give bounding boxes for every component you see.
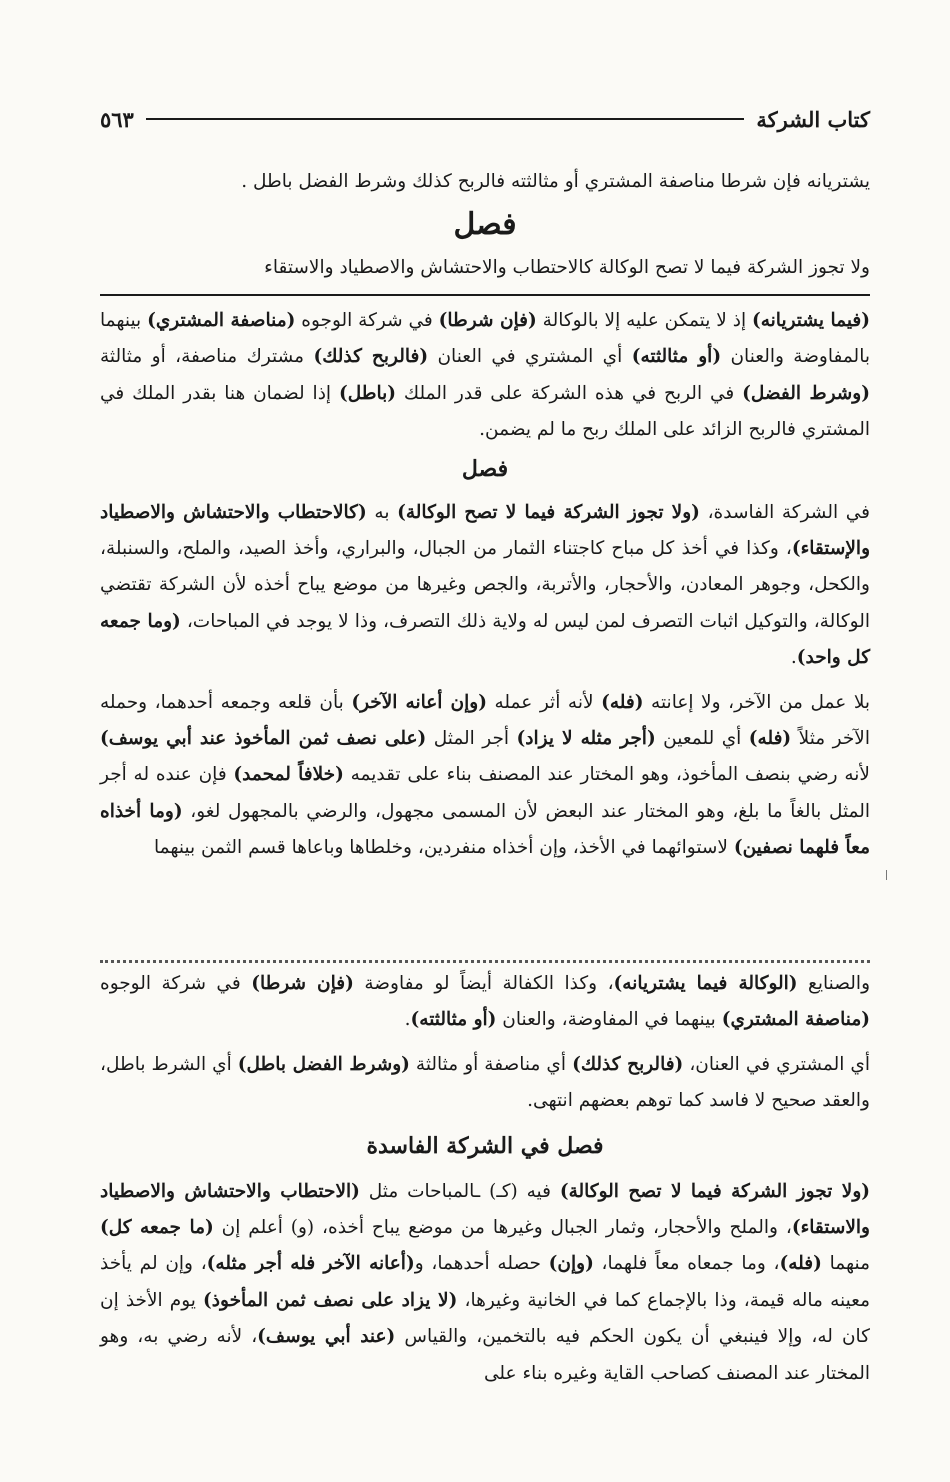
bold-quoted-text: (عند أبي يوسف) bbox=[257, 1326, 396, 1348]
commentary-text: أي المشتري في العنان bbox=[428, 346, 632, 368]
bold-quoted-text: (وإن) bbox=[548, 1253, 594, 1275]
bold-quoted-text: (فله) bbox=[779, 1253, 822, 1275]
commentary-text: ، وكذا في أخذ كل مباح كاجتناء الثمار من الجبال، والبراري، وأخذ الصيد، والملح، والسنبلة، والكحل، وجوهر المعادن، والأحجار، والأتربة، والجص وغيرها من موضع يباح أخذه لأن الشركة تقتضي الوكالة، والتوكيل اثبات التصرف لمن ليس له ولاية ذلك التصرف، وذا لا يوجد في المباحات، bbox=[100, 538, 871, 632]
commentary-text: ، وإن لم يأخذ معينه ماله قيمة، وذا بالإجماع كما في الخانية وغيرها، bbox=[100, 1253, 870, 1311]
bold-quoted-text: (باطل) bbox=[338, 382, 396, 404]
sharh1-para-3 bbox=[100, 685, 870, 867]
bold-quoted-text: (أو مثالثته) bbox=[410, 1009, 497, 1031]
bold-quoted-text: (فله) bbox=[748, 728, 792, 750]
margin-mark bbox=[886, 870, 887, 880]
bold-quoted-text: (فإن شرطا) bbox=[438, 310, 537, 331]
commentary-text: أجر المثل bbox=[426, 728, 517, 750]
commentary-text: ، لأنه رضي به، وهو المختار عند المصنف كصاحب القاية وغيره بناء على bbox=[100, 1326, 870, 1384]
commentary-text: . bbox=[404, 1009, 411, 1031]
bold-quoted-text: (وما أخذاه معاً فلهما نصفين) bbox=[100, 800, 870, 859]
commentary-text: بأن قلعه وجمعه أحدهما، وحمله الآخر مثلاً bbox=[100, 691, 871, 750]
bold-quoted-text: (مناصفة المشتري) bbox=[721, 1009, 870, 1031]
commentary-text: أي للمعين bbox=[655, 728, 749, 750]
commentary-text: به bbox=[366, 501, 398, 523]
bold-quoted-text: (كالاحتطاب والاحتشاش والاصطياد والإستقاء) bbox=[100, 501, 870, 560]
commentary-text: يوم الأخذ إن كان له، وإلا فينبغي أن يكون الحكم فيه بالتخمين، والقياس bbox=[100, 1289, 870, 1348]
commentary-text: فإن عنده له أجر المثل بالغاً ما بلغ، وهو المختار عند البعض لأن المسمى مجهول، والرضي بالمجهول لغو، bbox=[100, 764, 871, 822]
header-rule bbox=[146, 118, 745, 120]
sharh1-fasl-heading: فصل bbox=[461, 455, 509, 482]
commentary-text: أي المشتري في العنان، bbox=[683, 1053, 870, 1075]
commentary-text: أي مناصفة أو مثالثة bbox=[409, 1053, 573, 1075]
sharh1-para-1 bbox=[100, 303, 870, 449]
sharh-section-1 bbox=[100, 303, 870, 867]
commentary-text: حصله أحدهما، و bbox=[414, 1253, 549, 1275]
commentary-text: أي الشرط باطل، والعقد صحيح لا فاسد كما توهم بعضهم انتهى. bbox=[100, 1053, 870, 1112]
bold-quoted-text: (لا يزاد على نصف ثمن المأخوذ) bbox=[203, 1289, 458, 1311]
bold-quoted-text: (ما جمعه كل) bbox=[100, 1217, 214, 1239]
commentary-text: مشترك مناصفة، أو مثالثة bbox=[100, 346, 314, 368]
bold-quoted-text: (فيما يشتريانه) bbox=[751, 310, 870, 331]
sharh1-para-2 bbox=[100, 495, 870, 677]
matn-section bbox=[100, 164, 870, 287]
matn-fasl-heading: فصل bbox=[453, 207, 517, 243]
bold-quoted-text: (ولا تجوز الشركة فيما لا تصح الوكالة) bbox=[397, 501, 700, 523]
commentary-text: منهما bbox=[821, 1253, 870, 1275]
commentary-text: إذا لضمان هنا بقدر الملك في المشتري فالربح الزائد على الملك ربح ما لم يضمن. bbox=[100, 382, 870, 441]
sharh-section-2 bbox=[100, 966, 870, 1392]
sharh2-para-3 bbox=[100, 1174, 870, 1392]
running-header bbox=[100, 102, 870, 136]
bold-quoted-text: (فإن شرطا) bbox=[251, 973, 354, 994]
matn-line-2: ولا تجوز الشركة فيما لا تصح الوكالة كالاحتطاب والاحتشاش والاصطياد والاستقاء bbox=[264, 257, 870, 279]
commentary-text: لأنه رضي بنصف المأخوذ، وهو المختار عند المصنف بناء على تقديمه bbox=[343, 764, 870, 786]
commentary-text: في شركة الوجوه bbox=[295, 310, 439, 331]
bold-quoted-text: (أو مثالثته) bbox=[631, 346, 722, 368]
bold-quoted-text: (فالربح كذلك) bbox=[572, 1053, 684, 1075]
sharh2-fasl-heading: فصل في الشركة الفاسدة bbox=[366, 1132, 604, 1159]
page-number: ٥٦٣ bbox=[100, 106, 134, 132]
dotted-separator bbox=[100, 960, 870, 963]
bold-quoted-text: (الوكالة فيما يشتريانه) bbox=[613, 973, 798, 994]
chapter-title: كتاب الشركة bbox=[756, 106, 870, 132]
commentary-text: والصنايع bbox=[797, 973, 871, 994]
commentary-text: بلا عمل من الآخر، ولا إعانته bbox=[643, 691, 871, 713]
sharh2-para-2 bbox=[100, 1047, 870, 1120]
commentary-text: لأنه أثر عمله bbox=[486, 691, 602, 713]
commentary-text: لاستوائهما في الأخذ، وإن أخذاه منفردين، وخلطاها وباعاها قسم الثمن بينهما bbox=[154, 837, 734, 859]
bold-quoted-text: (وشرط الفضل) bbox=[742, 382, 870, 404]
commentary-text: بينهما بالمفاوضة والعنان bbox=[100, 310, 870, 368]
commentary-text: في الربح في هذه الشركة على قدر الملك bbox=[395, 382, 743, 404]
commentary-text: بينهما في المفاوضة، والعنان bbox=[496, 1009, 722, 1031]
bold-quoted-text: (خلافاً لمحمد) bbox=[233, 764, 344, 786]
bold-quoted-text: (ولا تجوز الشركة فيما لا تصح الوكالة) bbox=[559, 1180, 871, 1202]
bold-quoted-text: (على نصف ثمن المأخوذ عند أبي يوسف) bbox=[100, 728, 427, 750]
bold-quoted-text: (الاحتطاب والاحتشاش والاصطياد والاستقاء) bbox=[100, 1180, 870, 1239]
commentary-text: في شركة الوجوه bbox=[100, 973, 252, 994]
commentary-text: ، وكذا الكفالة أيضاً لو مفاوضة bbox=[353, 973, 614, 994]
bold-quoted-text: (وإن أعانه الآخر) bbox=[351, 691, 487, 713]
commentary-text: . bbox=[790, 647, 797, 669]
bold-quoted-text: (مناصفة المشتري) bbox=[147, 310, 296, 331]
commentary-text: إذ لا يتمكن عليه إلا بالوكالة bbox=[536, 310, 752, 331]
bold-quoted-text: (فله) bbox=[601, 691, 644, 713]
commentary-text: ، والملح والأحجار، وثمار الجبال وغيرها من موضع يباح أخذه، (و) أعلم إن bbox=[213, 1217, 792, 1239]
bold-quoted-text: (وشرط الفضل باطل) bbox=[237, 1053, 410, 1075]
matn-line-1: يشتريانه فإن شرطا مناصفة المشتري أو مثالثته فالربح كذلك وشرط الفضل باطل . bbox=[241, 171, 870, 192]
bold-quoted-text: (أجر مثله لا يزاد) bbox=[516, 728, 656, 750]
bold-quoted-text: (وما جمعه كل واحد) bbox=[100, 610, 870, 669]
commentary-text: فيه (كـ) ـالمباحات مثل bbox=[359, 1180, 560, 1202]
commentary-text: في الشركة الفاسدة، bbox=[699, 501, 870, 523]
commentary-text: ، وما جمعاه معاً فلهما، bbox=[593, 1253, 780, 1275]
bold-quoted-text: (فالربح كذلك) bbox=[313, 346, 429, 368]
sharh2-para-1 bbox=[100, 966, 870, 1039]
bold-quoted-text: (أعانه الآخر فله أجر مثله) bbox=[206, 1253, 415, 1275]
matn-separator bbox=[100, 294, 870, 296]
